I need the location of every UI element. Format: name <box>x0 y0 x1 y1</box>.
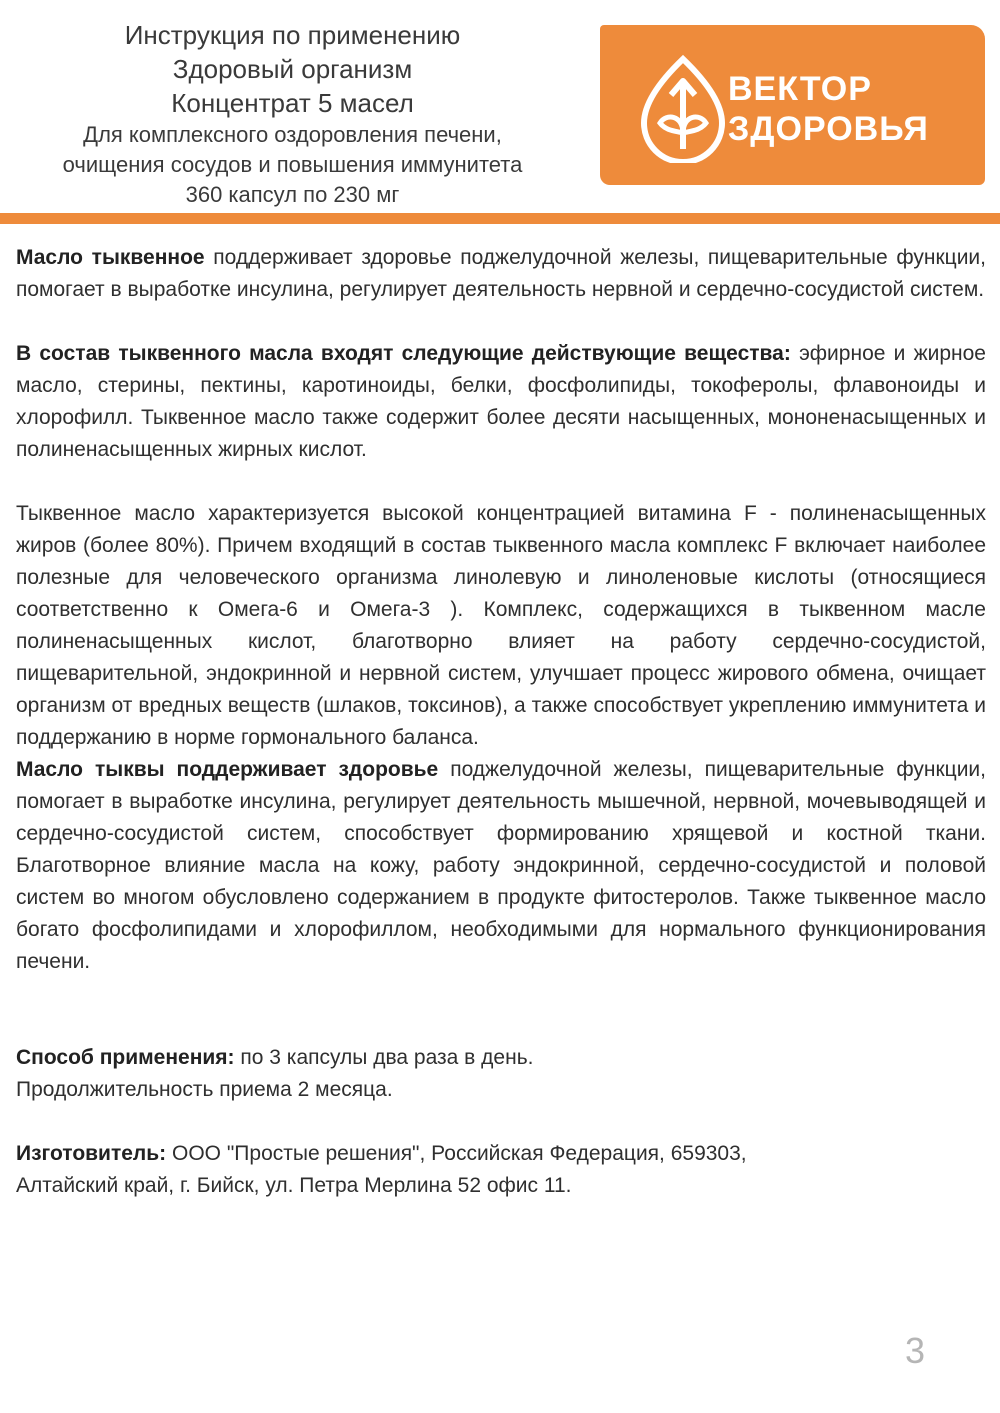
usage-label: Способ применения: <box>16 1046 235 1069</box>
paragraph-1-heading: Масло тыквенное <box>16 246 205 269</box>
header-line-4: Для комплексного оздоровления печени, <box>83 122 502 147</box>
manufacturer-label: Изготовитель: <box>16 1142 167 1165</box>
manufacturer-text: ООО "Простые решения", Российская Федерация, 659303, <box>166 1142 747 1165</box>
logo-line-1: ВЕКТОР <box>728 70 872 108</box>
header-line-3: Концентрат 5 масел <box>171 88 414 118</box>
header-title-block <box>10 18 575 210</box>
usage-text: по 3 капсулы два раза в день. <box>234 1046 534 1069</box>
paragraph-2-heading: В состав тыквенного масла входят следующие действующие вещества: <box>16 342 791 365</box>
usage-duration: Продолжительность приема 2 месяца. <box>16 1078 393 1101</box>
paragraph-vitamin-f: Тыквенное масло характеризуется высокой концентрацией витамина F - полиненасыщенных жиров (более 80%). Причем входящий в состав тыквенного масла комплекс F включает наиболее полезные для человеческого организма линолевую и линоленовые кислоты (относящиеся соответственно к Омега-6 и Омега-3 ). Комплекс, содержащихся в тыквенном масле полиненасыщенных кислот, благотворно влияет на работу сердечно-сосудистой, пищеварительной, эндокринной и нервной систем, улучшает процесс жирового обмена, очищает организм от вредных веществ (шлаков, токсинов), а также способствует укреплению иммунитета и поддержанию в норме гормонального баланса. <box>16 502 986 749</box>
header-line-1: Инструкция по применению <box>124 20 461 50</box>
header <box>0 0 1000 215</box>
header-line-6: 360 капсул по 230 мг <box>185 182 400 207</box>
logo-line-2: ЗДОРОВЬЯ <box>728 110 929 148</box>
paragraph-composition <box>16 338 986 466</box>
paragraph-4-heading: Масло тыквы поддерживает здоровье <box>16 758 439 781</box>
manufacturer-address: Алтайский край, г. Бийск, ул. Петра Мерлина 52 офис 11. <box>16 1174 572 1197</box>
header-line-2: Здоровый организм <box>172 54 413 84</box>
paragraph-4-text: поджелудочной железы, пищеварительные функции, помогает в выработке инсулина, регулирует деятельность мышечной, нервной, мочевыводящей и сердечно-сосудистой систем, способствует формированию хрящевой и костной ткани. Благотворное влияние масла на кожу, работу эндокринной, сердечно-сосудистой и половой систем во многом обусловлено содержанием в продукте фитостеролов. Также тыквенное масло богато фосфолипидами и хлорофиллом, необходимыми для нормального функционирования печени. <box>16 758 986 973</box>
main-content <box>16 242 986 1202</box>
page-number: 3 <box>905 1330 926 1371</box>
header-divider <box>0 213 1000 224</box>
paragraph-1-text: поддерживает здоровье поджелудочной железы, пищеварительные функции, помогает в выработке инсулина, регулирует деятельность нервной и сердечно-сосудистой систем. <box>16 246 986 301</box>
paragraph-2-text: эфирное и жирное масло, стерины, пектины, каротиноиды, белки, фосфолипиды, токоферолы, флавоноиды и хлорофилл. Тыквенное масло также содержит более десяти насыщенных, мононенасыщенных и полиненасыщенных жирных кислот. <box>16 342 986 461</box>
paragraph-pumpkin-health <box>16 754 986 978</box>
leaf-sprout-icon <box>638 53 728 163</box>
usage-section <box>16 1042 986 1074</box>
header-line-5: очищения сосудов и повышения иммунитета <box>62 152 523 177</box>
brand-logo <box>600 25 985 185</box>
manufacturer-section <box>16 1138 986 1170</box>
logo-text <box>728 69 929 149</box>
paragraph-pumpkin-oil <box>16 242 986 306</box>
